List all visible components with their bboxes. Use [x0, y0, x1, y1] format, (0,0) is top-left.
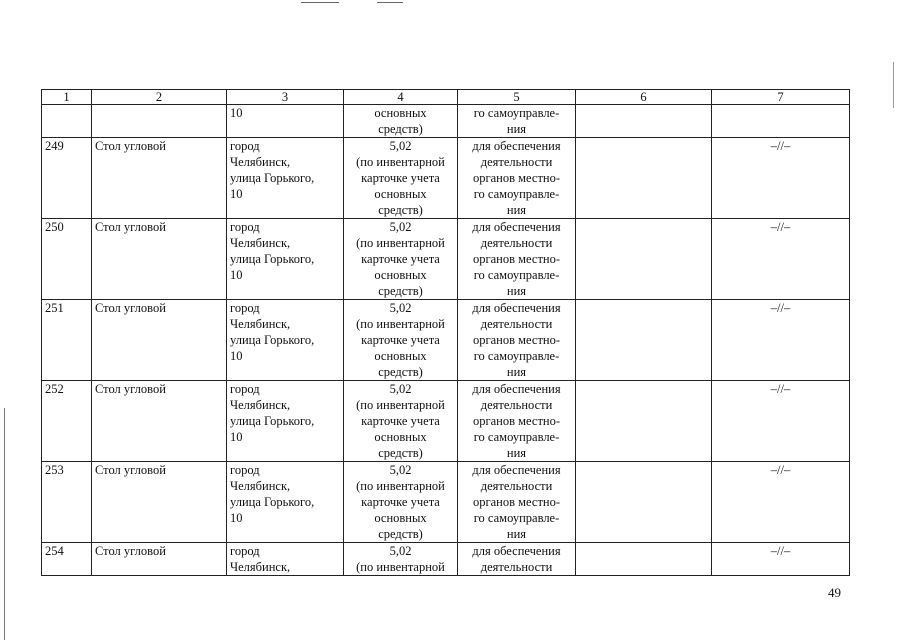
row-address-cell — [227, 300, 344, 381]
row-address-cell — [227, 105, 344, 138]
cell-text-line: (по инвентарной — [356, 236, 445, 250]
table-row-continuation — [42, 105, 850, 138]
cell-text-line: карточке учета — [361, 252, 440, 266]
row-name-cell: Стол угловой — [92, 462, 227, 543]
cell-text-line: средств) — [378, 203, 423, 217]
cell-text-line: деятельности — [480, 236, 553, 250]
cell-text-line: средств) — [378, 122, 423, 136]
row-number-cell — [42, 105, 92, 138]
column-header-5: 5 — [458, 90, 576, 105]
row-purpose-cell — [458, 105, 576, 138]
cell-text-line: органов местно- — [472, 495, 561, 509]
cell-text-line: для обеспечения — [472, 463, 561, 477]
cell-text-line: основных — [374, 349, 427, 363]
cell-text-line: 5,02 — [389, 463, 412, 477]
row-number-cell: 253 — [42, 462, 92, 543]
column-header-6: 6 — [576, 90, 712, 105]
scan-artifact-top-line — [301, 2, 339, 3]
table-body — [42, 105, 850, 576]
row-col7-cell: –//– — [712, 543, 850, 576]
row-name-cell: Стол угловой — [92, 381, 227, 462]
cell-text-line: для обеспечения — [472, 220, 561, 234]
row-number-cell: 254 — [42, 543, 92, 576]
cell-text-line: Челябинск, — [230, 236, 291, 250]
table-header-row — [42, 90, 850, 105]
cell-text-line: ния — [506, 446, 527, 460]
row-value-cell — [344, 138, 458, 219]
cell-text-line: улица Горького, — [230, 333, 315, 347]
table-row — [42, 300, 850, 381]
row-col6-cell — [576, 105, 712, 138]
cell-text-line: город — [230, 220, 260, 234]
row-value-cell — [344, 381, 458, 462]
page-number: 49 — [828, 585, 841, 600]
table-row — [42, 462, 850, 543]
cell-text-line: город — [230, 463, 260, 477]
cell-text-line: 10 — [230, 511, 243, 525]
row-name-cell: Стол угловой — [92, 300, 227, 381]
cell-text-line: (по инвентарной — [356, 479, 445, 493]
row-col7-cell: –//– — [712, 138, 850, 219]
cell-text-line: 5,02 — [389, 220, 412, 234]
cell-text-line: средств) — [378, 527, 423, 541]
row-col7-cell: –//– — [712, 300, 850, 381]
row-col6-cell — [576, 462, 712, 543]
scan-artifact-left-line — [4, 408, 5, 640]
row-value-cell — [344, 300, 458, 381]
cell-text-line: Челябинск, — [230, 479, 291, 493]
cell-text-line: город — [230, 139, 260, 153]
cell-text-line: ния — [506, 527, 527, 541]
cell-text-line: ния — [506, 122, 527, 136]
row-value-cell — [344, 543, 458, 576]
cell-text-line: средств) — [378, 284, 423, 298]
cell-text-line: 10 — [230, 349, 243, 363]
row-number-cell: 250 — [42, 219, 92, 300]
row-number-cell: 249 — [42, 138, 92, 219]
column-header-4: 4 — [344, 90, 458, 105]
row-value-cell — [344, 219, 458, 300]
cell-text-line: 10 — [230, 268, 243, 282]
row-col7-cell — [712, 105, 850, 138]
row-purpose-cell — [458, 219, 576, 300]
cell-text-line: го самоуправле- — [473, 187, 560, 201]
cell-text-line: го самоуправле- — [473, 268, 560, 282]
row-purpose-cell — [458, 381, 576, 462]
column-header-2: 2 — [92, 90, 227, 105]
cell-text-line: 10 — [230, 430, 243, 444]
cell-text-line: 10 — [230, 187, 243, 201]
row-col6-cell — [576, 138, 712, 219]
row-address-cell — [227, 219, 344, 300]
row-value-cell — [344, 462, 458, 543]
row-purpose-cell — [458, 543, 576, 576]
cell-text-line: Челябинск, — [230, 398, 291, 412]
cell-text-line: го самоуправле- — [473, 349, 560, 363]
cell-text-line: ния — [506, 365, 527, 379]
cell-text-line: основных — [374, 430, 427, 444]
row-col7-cell: –//– — [712, 462, 850, 543]
cell-text-line: деятельности — [480, 560, 553, 574]
cell-text-line: средств) — [378, 446, 423, 460]
cell-text-line: Челябинск, — [230, 317, 291, 331]
row-name-cell — [92, 105, 227, 138]
cell-text-line: 5,02 — [389, 139, 412, 153]
row-col7-cell: –//– — [712, 381, 850, 462]
cell-text-line: основных — [374, 268, 427, 282]
cell-text-line: деятельности — [480, 479, 553, 493]
column-header-3: 3 — [227, 90, 344, 105]
cell-text-line: улица Горького, — [230, 252, 315, 266]
column-header-1: 1 — [42, 90, 92, 105]
cell-text-line: го самоуправле- — [473, 511, 560, 525]
cell-text-line: улица Горького, — [230, 414, 315, 428]
cell-text-line: карточке учета — [361, 495, 440, 509]
row-purpose-cell — [458, 138, 576, 219]
cell-text-line: органов местно- — [472, 171, 561, 185]
cell-text-line: го самоуправле- — [473, 430, 560, 444]
cell-text-line: Челябинск, — [230, 560, 291, 574]
cell-text-line: Челябинск, — [230, 155, 291, 169]
table-row — [42, 138, 850, 219]
row-name-cell: Стол угловой — [92, 543, 227, 576]
scan-artifact-top-line — [377, 2, 403, 3]
table-row — [42, 543, 850, 576]
cell-text-line: ния — [506, 203, 527, 217]
row-purpose-cell — [458, 462, 576, 543]
cell-text-line: карточке учета — [361, 414, 440, 428]
row-number-cell: 251 — [42, 300, 92, 381]
cell-text-line: карточке учета — [361, 333, 440, 347]
row-value-cell — [344, 105, 458, 138]
cell-text-line: (по инвентарной — [356, 398, 445, 412]
cell-text-line: средств) — [378, 365, 423, 379]
row-col6-cell — [576, 219, 712, 300]
cell-text-line: для обеспечения — [472, 544, 561, 558]
cell-text-line: органов местно- — [472, 333, 561, 347]
cell-text-line: 10 — [230, 106, 243, 120]
row-address-cell — [227, 543, 344, 576]
cell-text-line: для обеспечения — [472, 382, 561, 396]
row-col6-cell — [576, 543, 712, 576]
cell-text-line: деятельности — [480, 317, 553, 331]
row-name-cell: Стол угловой — [92, 219, 227, 300]
cell-text-line: деятельности — [480, 398, 553, 412]
cell-text-line: органов местно- — [472, 414, 561, 428]
row-col6-cell — [576, 300, 712, 381]
table-row — [42, 381, 850, 462]
row-col6-cell — [576, 381, 712, 462]
cell-text-line: улица Горького, — [230, 495, 315, 509]
cell-text-line: улица Горького, — [230, 171, 315, 185]
column-header-7: 7 — [712, 90, 850, 105]
row-address-cell — [227, 462, 344, 543]
cell-text-line: город — [230, 544, 260, 558]
cell-text-line: город — [230, 301, 260, 315]
scan-artifact-right-line — [893, 62, 894, 108]
table-row — [42, 219, 850, 300]
cell-text-line: го самоуправле- — [473, 106, 560, 120]
cell-text-line: ния — [506, 284, 527, 298]
cell-text-line: карточке учета — [361, 171, 440, 185]
row-address-cell — [227, 381, 344, 462]
row-col7-cell: –//– — [712, 219, 850, 300]
cell-text-line: основных — [374, 106, 427, 120]
cell-text-line: деятельности — [480, 155, 553, 169]
cell-text-line: основных — [374, 187, 427, 201]
property-register-table — [41, 89, 850, 576]
cell-text-line: 5,02 — [389, 544, 412, 558]
cell-text-line: (по инвентарной — [356, 317, 445, 331]
row-address-cell — [227, 138, 344, 219]
cell-text-line: для обеспечения — [472, 139, 561, 153]
cell-text-line: основных — [374, 511, 427, 525]
cell-text-line: (по инвентарной — [356, 155, 445, 169]
cell-text-line: (по инвентарной — [356, 560, 445, 574]
cell-text-line: 5,02 — [389, 382, 412, 396]
row-purpose-cell — [458, 300, 576, 381]
row-name-cell: Стол угловой — [92, 138, 227, 219]
cell-text-line: 5,02 — [389, 301, 412, 315]
row-number-cell: 252 — [42, 381, 92, 462]
cell-text-line: город — [230, 382, 260, 396]
cell-text-line: органов местно- — [472, 252, 561, 266]
cell-text-line: для обеспечения — [472, 301, 561, 315]
